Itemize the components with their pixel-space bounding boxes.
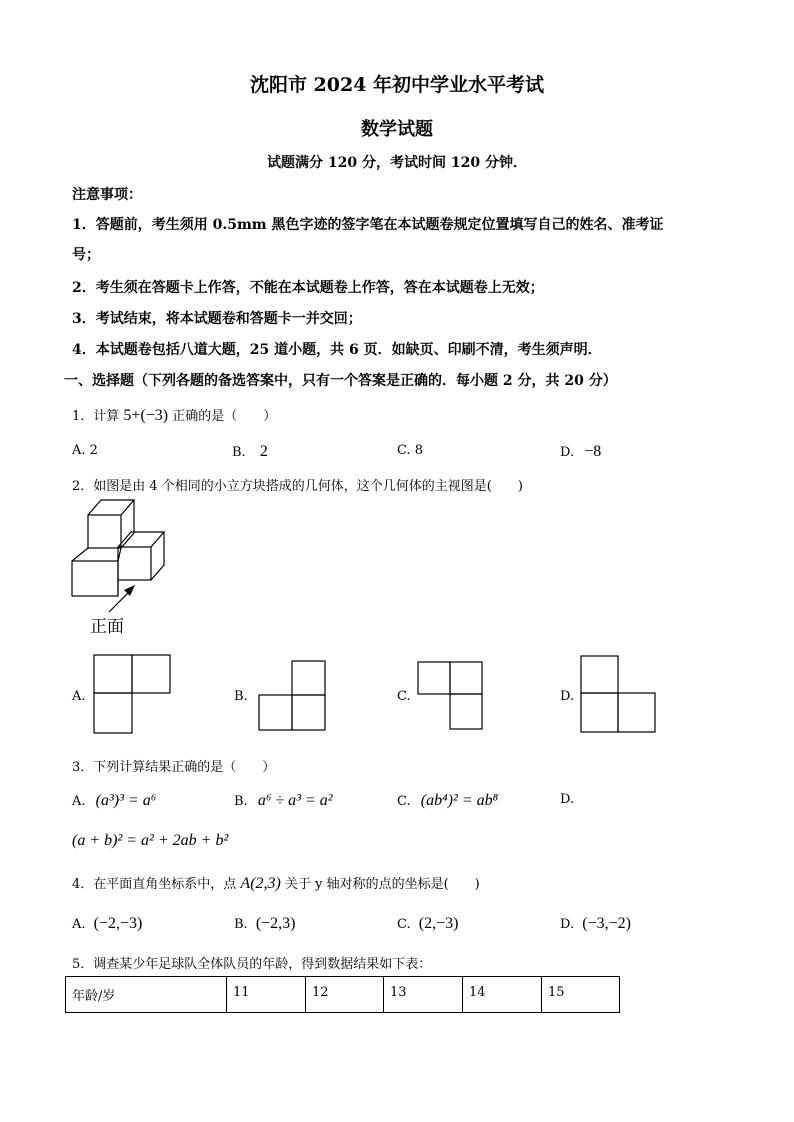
q3-option-a[interactable] [72, 792, 156, 810]
q4-option-c[interactable] [397, 915, 458, 933]
q1-expression: 5+(−3) [123, 407, 169, 424]
q3-option-c[interactable] [397, 792, 498, 810]
q4-option-a-value: (−2,−3) [93, 915, 143, 932]
exam-subtitle: 数学试题 [361, 119, 433, 140]
table-cell: 13 [384, 977, 463, 1013]
q3-option-a-label: A. [72, 794, 86, 809]
q2-option-d[interactable]: D. [560, 689, 575, 704]
q1-option-b-value: 2 [259, 443, 268, 460]
note-item: 4．本试题卷包括八道大题，25 道小题，共 6 页．如缺页、印刷不清，考生须声明． [72, 342, 602, 358]
note-item: 2．考生须在答题卡上作答，不能在本试题卷上作答，答在本试题卷上无效； [72, 280, 544, 296]
note-item: 3．考试结束，将本试题卷和答题卡一并交回； [72, 311, 362, 327]
score-line: 试题满分 120 分，考试时间 120 分钟． [267, 155, 527, 171]
q4-prefix: 4．在平面直角坐标系中，点 [72, 877, 237, 892]
note-item: 号； [72, 247, 100, 263]
q3-option-a-expression: (a³)³ = a⁶ [95, 792, 157, 809]
table-cell: 15 [542, 977, 620, 1013]
q3-option-b-label: B. [234, 794, 248, 809]
q3-option-c-label: C. [397, 794, 411, 809]
q4-option-a-label: A. [72, 917, 86, 932]
front-view-label: 正面 [90, 617, 124, 637]
q1-option-b-label: B. [232, 445, 246, 460]
q3-option-c-expression: (ab⁴)² = ab⁸ [420, 792, 499, 809]
q4-option-d-value: (−3,−2) [582, 915, 631, 932]
question-3-stem: 3．下列计算结果正确的是（ ） [72, 760, 276, 775]
q3-option-d[interactable]: D. [560, 792, 575, 807]
q4-option-c-label: C. [397, 917, 411, 932]
q3-option-b[interactable] [234, 792, 333, 810]
q4-suffix: 关于 y 轴对称的点的坐标是( ) [285, 877, 480, 892]
q2-option-c[interactable]: C. [397, 689, 411, 704]
q4-option-b[interactable] [234, 915, 296, 933]
q4-option-c-value: (2,−3) [418, 915, 459, 932]
question-2-stem: 2．如图是由 4 个相同的小立方块搭成的几何体，这个几何体的主视图是( ) [72, 479, 523, 494]
table-cell: 11 [227, 977, 306, 1013]
section-heading: 一、选择题（下列各题的备选答案中，只有一个答案是正确的．每小题 2 分，共 20 分） [64, 373, 617, 389]
question-5-stem: 5．调查某少年足球队全体队员的年龄，得到数据结果如下表： [72, 957, 432, 972]
q4-option-a[interactable] [72, 915, 142, 933]
age-table [65, 976, 620, 1013]
q1-option-d-value: −8 [584, 443, 602, 460]
q4-option-d-label: D. [560, 917, 575, 932]
q4-option-b-value: (−2,3) [255, 915, 296, 932]
q2-option-a[interactable]: A. [72, 689, 86, 704]
question-4-stem [72, 873, 480, 893]
q4-point: A(2,3) [240, 875, 281, 892]
q3-option-d-expression: (a + b)² = a² + 2ab + b² [72, 832, 229, 849]
notes-heading: 注意事项： [72, 187, 142, 203]
table-cell: 12 [306, 977, 384, 1013]
q3-option-b-expression: a⁶ ÷ a³ = a² [257, 792, 333, 809]
q1-option-c[interactable]: C. 8 [397, 443, 424, 458]
table-header-cell: 年龄/岁 [66, 977, 227, 1013]
table-cell: 14 [463, 977, 542, 1013]
q1-option-a[interactable]: A. 2 [72, 443, 98, 458]
table-row [66, 977, 620, 1013]
q1-option-d-label: D. [560, 445, 575, 460]
q1-suffix: 正确的是（ ） [172, 409, 277, 424]
q1-prefix: 1．计算 [72, 409, 120, 424]
q4-option-d[interactable] [560, 915, 631, 933]
q4-option-b-label: B. [234, 917, 248, 932]
note-item: 1．答题前，考生须用 0.5mm 黑色字迹的签字笔在本试题卷规定位置填写自己的姓名、准考证 [72, 217, 664, 233]
exam-title: 沈阳市 2024 年初中学业水平考试 [249, 74, 545, 96]
q2-option-b[interactable]: B. [234, 689, 248, 704]
